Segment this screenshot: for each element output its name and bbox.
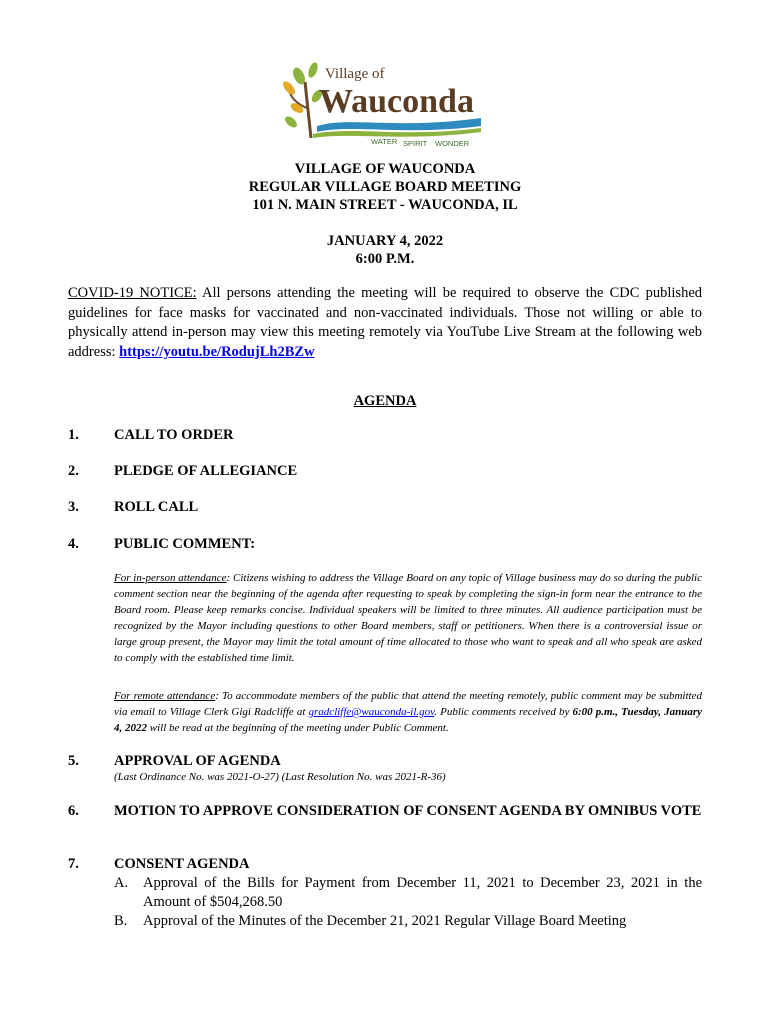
consent-letter: B. (114, 913, 128, 929)
logo-tagline-wonder: WONDER (435, 139, 470, 146)
logo-tagline-spirit: SPIRIT (403, 139, 428, 146)
meeting-header (0, 160, 770, 214)
item-number: 2. (68, 463, 79, 479)
agenda-item-4 (68, 535, 702, 554)
remote-label: For remote attendance (114, 690, 216, 702)
approval-note: (Last Ordinance No. was 2021-O-27) (Last Resolution No. was 2021-R-36) (114, 771, 446, 783)
header-village: VILLAGE OF WAUCONDA (294, 161, 476, 177)
item-title: MOTION TO APPROVE CONSIDERATION OF CONSENT AGENDA BY OMNIBUS VOTE (114, 803, 702, 819)
header-date: JANUARY 4, 2022 (326, 233, 444, 249)
item-number: 3. (68, 499, 79, 515)
village-logo (283, 60, 483, 146)
agenda-item-2 (68, 462, 702, 481)
logo-line1: Village of (325, 66, 385, 82)
item-number: 1. (68, 427, 79, 443)
covid-notice (68, 284, 702, 362)
header-address: 101 N. MAIN STREET - WAUCONDA, IL (252, 197, 518, 213)
item-number: 5. (68, 753, 79, 769)
meeting-datetime (0, 232, 770, 268)
header-time: 6:00 P.M. (355, 251, 415, 267)
logo-line2: Wauconda (319, 83, 474, 120)
remote-comment-text: For remote attendance: To accommodate members of the public that attend the meeting remotely, public comment may be submitted via email to Village Clerk Gigi Radcliffe at gradcliffe@wauconda-il.gov. Public comments received by 6:00 p.m., Tuesday, January 4, 2022 will be read at the beginning of the meeting under Public Comment. (114, 690, 702, 734)
item-title: PUBLIC COMMENT: (114, 536, 256, 552)
item-title: CONSENT AGENDA (114, 856, 250, 872)
inperson-label: For in-person attendance (114, 572, 227, 584)
inperson-comment-text: For in-person attendance: Citizens wishing to address the Village Board on any topic of Village business may do so during the public comment section near the beginning of the agenda after requesting to speak by completing the sign-in form near the entrance to the Board room. Please keep remarks concise. Individual speakers will be limited to three minutes. All audience participation must be recognized by the Mayor including questions to other Board members, staff or petitioners. When there is a controversial issue or large group present, the Mayor may limit the total amount of time allocated to those who want to speak and all who speak are asked to comply with the established time limit. (114, 572, 702, 664)
item-title: APPROVAL OF AGENDA (114, 753, 281, 769)
consent-letter: A. (114, 875, 129, 891)
item-title: ROLL CALL (114, 499, 199, 515)
item-number: 4. (68, 536, 79, 552)
clerk-email-link[interactable]: gradcliffe@wauconda-il.gov (308, 706, 435, 718)
comment-deadline: 6:00 p.m., Tuesday, January 4, 2022 (114, 706, 702, 734)
item-title: CALL TO ORDER (114, 427, 234, 443)
agenda-item-7 (68, 855, 702, 874)
agenda-title: AGENDA (353, 393, 417, 409)
consent-item-b (114, 912, 702, 931)
consent-text: Approval of the Bills for Payment from December 11, 2021 to December 23, 2021 in the Amount of $504,268.50 (143, 875, 702, 910)
logo-tagline-water: WATER (371, 137, 398, 146)
consent-item-a (114, 874, 702, 912)
agenda-item-1 (68, 426, 702, 445)
youtube-link[interactable]: https://youtu.be/RodujLh2BZw (119, 343, 315, 360)
header-meeting: REGULAR VILLAGE BOARD MEETING (248, 179, 522, 195)
item-number: 6. (68, 803, 79, 819)
agenda-item-6 (68, 802, 702, 821)
item-number: 7. (68, 856, 79, 872)
notice-text: All persons attending the meeting will be required to observe the CDC published guidelines for face masks for vaccinated and non-vaccinated individuals. Those not willing or able to physically attend in-person may view this meeting remotely via YouTube Live Stream at the following web address: (68, 285, 703, 360)
agenda-item-3 (68, 498, 702, 517)
notice-label: COVID-19 NOTICE: (68, 285, 197, 301)
item-title: PLEDGE OF ALLEGIANCE (114, 463, 298, 479)
consent-text: Approval of the Minutes of the December 21, 2021 Regular Village Board Meeting (143, 913, 627, 929)
